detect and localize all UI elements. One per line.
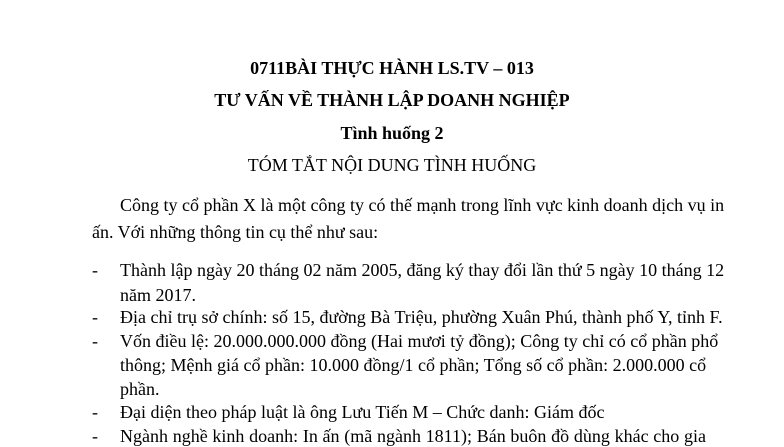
intro-paragraph-line-1: Công ty cổ phần X là một công ty có thế mạnh trong lĩnh vực kinh doanh dịch vụ in xyxy=(120,195,725,215)
document-title: 0711BÀI THỰC HÀNH LS.TV – 013 xyxy=(250,58,534,78)
document-subtitle: TƯ VẤN VỀ THÀNH LẬP DOANH NGHIỆP xyxy=(214,90,570,110)
bullet-dash: - xyxy=(92,331,98,351)
list-item-founding-line-2: năm 2017. xyxy=(120,285,196,305)
situation-label: Tình huống 2 xyxy=(340,123,444,143)
list-item-legal-representative: Đại diện theo pháp luật là ông Lưu Tiến M – Chức danh: Giám đốc xyxy=(120,402,605,422)
list-item-capital-line-3: phần. xyxy=(120,379,160,399)
bullet-dash: - xyxy=(92,307,98,327)
bullet-dash: - xyxy=(92,402,98,422)
list-item-capital-line-2: thông; Mệnh giá cổ phần: 10.000 đồng/1 cổ phần; Tổng số cổ phần: 2.000.000 cổ xyxy=(120,355,707,375)
list-item-business-lines-line-1: Ngành nghề kinh doanh: In ấn (mã ngành 1811); Bán buôn đồ dùng khác cho gia xyxy=(120,426,706,446)
list-item-founding-line-1: Thành lập ngày 20 tháng 02 năm 2005, đăng ký thay đổi lần thứ 5 ngày 10 tháng 12 xyxy=(120,260,725,280)
summary-heading: TÓM TẮT NỘI DUNG TÌNH HUỐNG xyxy=(247,155,537,175)
list-item-capital-line-1: Vốn điều lệ: 20.000.000.000 đồng (Hai mươi tỷ đồng); Công ty chỉ có cổ phần phổ xyxy=(120,331,719,351)
intro-paragraph-line-2: ấn. Với những thông tin cụ thể như sau: xyxy=(92,222,379,242)
bullet-dash: - xyxy=(92,426,98,446)
list-item-address: Địa chỉ trụ sở chính: số 15, đường Bà Triệu, phường Xuân Phú, thành phố Y, tỉnh F. xyxy=(120,307,723,327)
bullet-dash: - xyxy=(92,260,98,280)
